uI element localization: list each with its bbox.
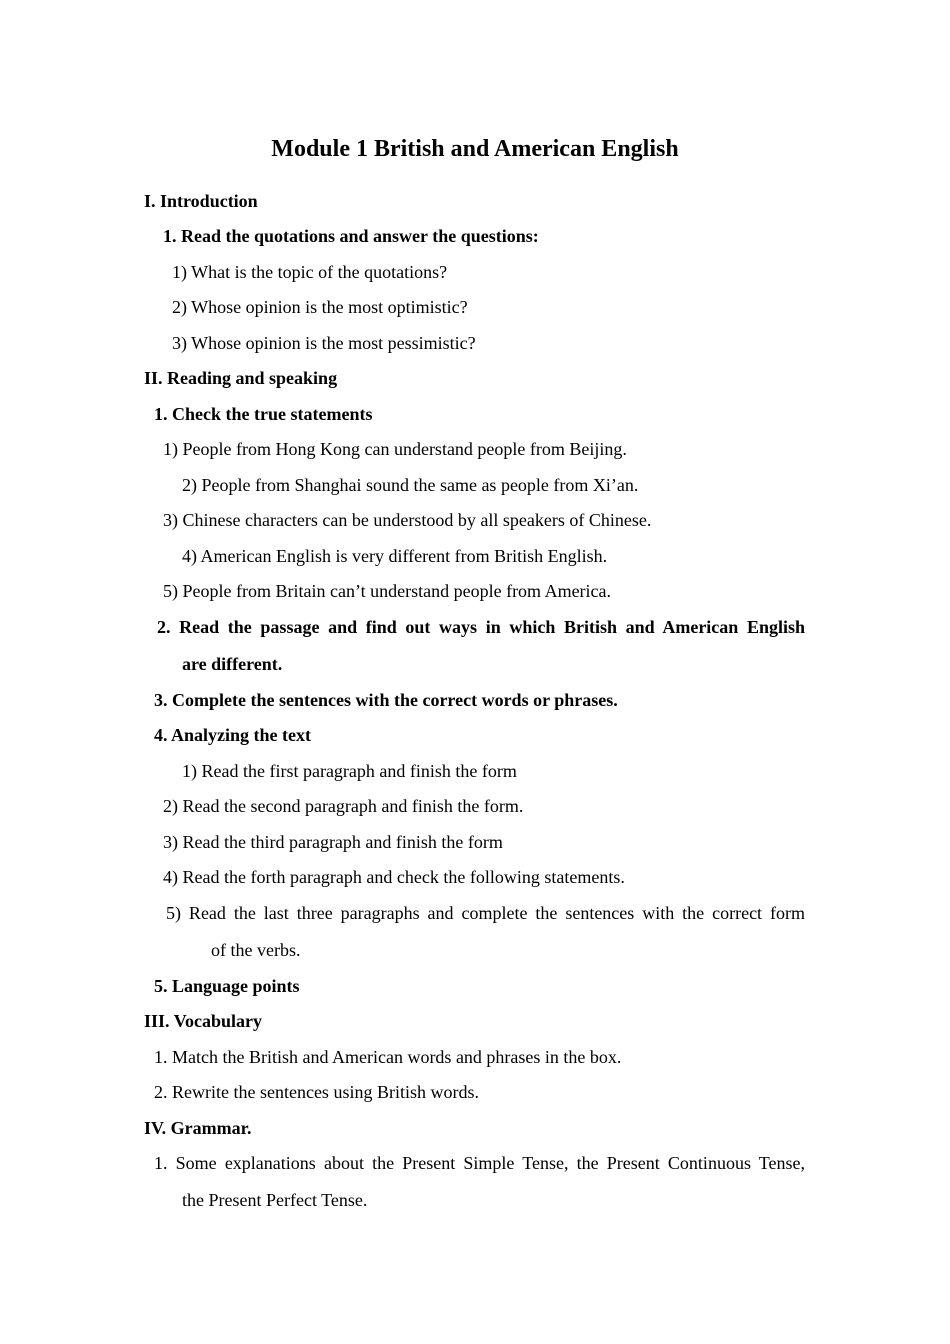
item-label: 1. Read the quotations and answer the questions:	[163, 226, 539, 246]
item-label: 1. Some explanations about the Present Simple Tense, the Present Continuous Tense,	[154, 1153, 805, 1173]
subitem-continued: of the verbs.	[211, 940, 301, 960]
subitem: 1) Read the first paragraph and finish the form	[182, 761, 517, 781]
subitem: 3) Chinese characters can be understood by all speakers of Chinese.	[163, 510, 652, 530]
subitem: 4) Read the forth paragraph and check the following statements.	[163, 867, 625, 887]
item-label: 2. Read the passage and find out ways in which British and American English	[157, 617, 805, 637]
item-label: 4. Analyzing the text	[154, 725, 311, 745]
section-heading: IV. Grammar.	[144, 1118, 252, 1138]
section-heading: III. Vocabulary	[144, 1011, 263, 1031]
subitem: 1) People from Hong Kong can understand people from Beijing.	[163, 439, 627, 459]
item-label-continued: are different.	[182, 654, 283, 674]
subitem: 2) People from Shanghai sound the same as people from Xi’an.	[182, 475, 639, 495]
item-label: 1. Match the British and American words and phrases in the box.	[154, 1047, 622, 1067]
subitem: 2) Read the second paragraph and finish the form.	[163, 796, 524, 816]
subitem: 5) People from Britain can’t understand people from America.	[163, 581, 612, 601]
item-label: 1. Check the true statements	[154, 404, 373, 424]
subitem: 2) Whose opinion is the most optimistic?	[172, 297, 468, 317]
section-heading: I. Introduction	[144, 191, 258, 211]
section-heading: II. Reading and speaking	[144, 368, 338, 388]
item-label-continued: the Present Perfect Tense.	[182, 1190, 368, 1210]
item-label: 5. Language points	[154, 976, 300, 996]
subitem: 1) What is the topic of the quotations?	[172, 262, 448, 282]
item-label: 2. Rewrite the sentences using British words.	[154, 1082, 479, 1102]
page-title: Module 1 British and American English	[271, 136, 679, 162]
subitem: 3) Whose opinion is the most pessimistic?	[172, 333, 476, 353]
subitem: 5) Read the last three paragraphs and complete the sentences with the correct form	[166, 903, 805, 923]
subitem: 4) American English is very different from British English.	[182, 546, 608, 566]
item-label: 3. Complete the sentences with the correct words or phrases.	[154, 690, 618, 710]
subitem: 3) Read the third paragraph and finish the form	[163, 832, 503, 852]
